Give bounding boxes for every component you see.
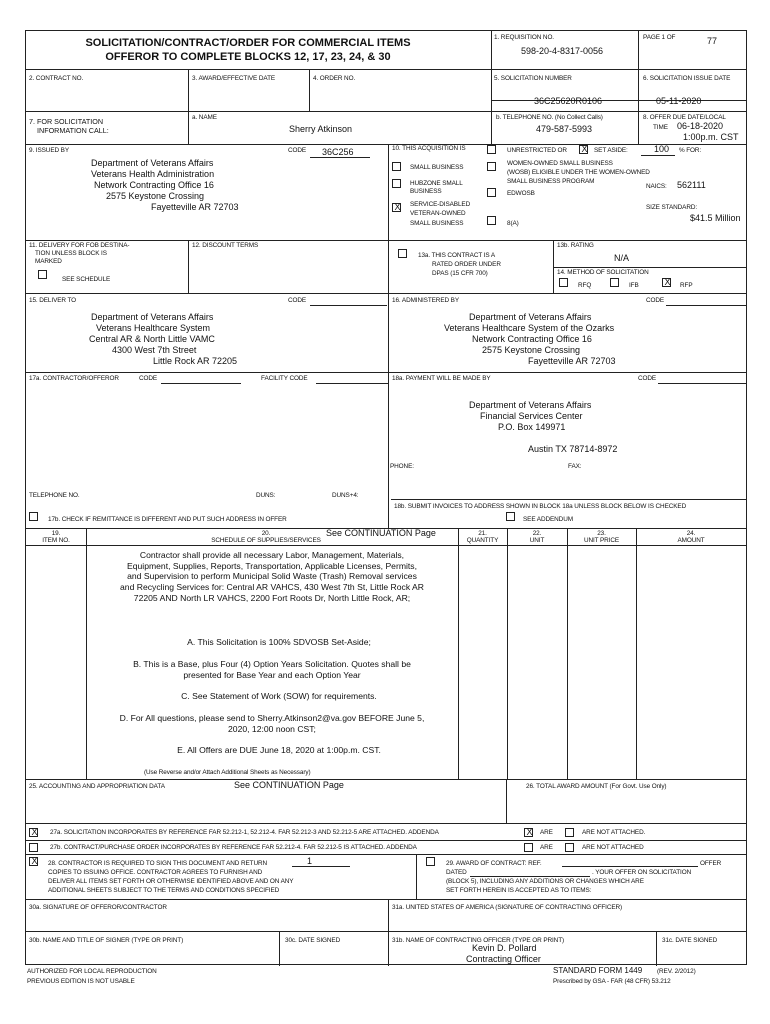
ref-underline [562, 866, 698, 867]
rule [26, 854, 746, 855]
rule [388, 144, 389, 240]
rule [567, 528, 568, 779]
rule [309, 69, 310, 111]
footer-prescribed: Prescribed by GSA - FAR (48 CFR) 53.212 [553, 978, 671, 985]
deliver-to-line1: Department of Veterans Affairs [91, 312, 214, 322]
27a-are-not-label: ARE NOT ATTACHED. [582, 829, 646, 836]
signature-31b: 31b. NAME OF CONTRACTING OFFICER (TYPE OR PRINT) [392, 937, 565, 944]
col-schedule: SCHEDULE OF SUPPLIES/SERVICES [211, 537, 321, 544]
award-date-label: 3. AWARD/EFFECTIVE DATE [192, 75, 276, 82]
payment-phone-label: PHONE: [390, 463, 414, 470]
schedule-item-a: A. This Solicitation is 100% SDVOSB Set-Aside; [187, 637, 371, 647]
rfp-checkbox[interactable] [662, 278, 671, 287]
sdvosb-checkbox[interactable] [392, 203, 401, 212]
col-unit-num: 22. [532, 530, 542, 537]
schedule-item-e: E. All Offers are DUE June 18, 2020 at 1:00p.m. CST. [177, 745, 381, 755]
hubzone-checkbox[interactable] [392, 179, 401, 188]
schedule-item-d: D. For All questions, please send to Sherry.Atkinson2@va.gov BEFORE June 5, 2020, 12:00 noon CST; [119, 713, 425, 734]
payment-label: 18a. PAYMENT WILL BE MADE BY [392, 375, 491, 382]
issue-date-label: 6. SOLICITATION ISSUE DATE [643, 75, 731, 82]
officer-title: Contracting Officer [466, 954, 541, 964]
submit-invoices-label: 18b. SUBMIT INVOICES TO ADDRESS SHOWN IN BLOCK 18a UNLESS BLOCK BELOW IS CHECKED [394, 503, 687, 510]
rfq-checkbox[interactable] [559, 278, 568, 287]
due-date-label: 8. OFFER DUE DATE/LOCAL [643, 114, 726, 121]
rated-label1: 13a. THIS CONTRACT IS A [418, 252, 496, 259]
code-underline [310, 157, 370, 158]
rule [507, 528, 508, 779]
block28-line1: 28. CONTRACTOR IS REQUIRED TO SIGN THIS DOCUMENT AND RETURN [48, 860, 267, 867]
issued-by-line2: Veterans Health Administration [91, 169, 215, 179]
27b-are-checkbox[interactable] [524, 843, 533, 852]
contact-phone: 479-587-5993 [536, 124, 593, 134]
info-call-label2: INFORMATION CALL: [37, 126, 109, 135]
block29-line2: . YOUR OFFER ON SOLICITATION [592, 869, 692, 876]
rule [391, 499, 746, 500]
telephone-label: TELEPHONE NO. [29, 492, 80, 499]
edwosb-label: EDWOSB [507, 190, 535, 197]
rule [388, 899, 389, 966]
reverse-note: (Use Reverse and/or Attach Additional Sheets as Necessary) [144, 769, 311, 776]
rated-label3: DPAS (15 CFR 700) [432, 270, 488, 277]
28-checkbox[interactable] [29, 857, 38, 866]
rule [26, 931, 746, 932]
phone-label: b. TELEPHONE NO. (No Collect Calls) [496, 114, 603, 121]
signature-30a: 30a. SIGNATURE OF OFFEROR/CONTRACTOR [29, 904, 167, 911]
payment-city: Austin TX 78714-8972 [528, 444, 618, 454]
wosb-checkbox[interactable] [487, 162, 496, 171]
clause-27a: 27a. SOLICITATION INCORPORATES BY REFERENCE FAR 52.212-1, 52.212-4. FAR 52.212-3 AND 52.212-5 ARE ATTACHED. ADDENDA [50, 829, 439, 836]
size-standard-label: SIZE STANDARD: [646, 204, 698, 211]
signature-31a: 31a. UNITED STATES OF AMERICA (SIGNATURE OF CONTRACTING OFFICER) [392, 904, 623, 911]
administered-by-line5: Fayetteville AR 72703 [528, 356, 616, 366]
27b-are-label: ARE [540, 844, 553, 851]
block28-line4: ADDITIONAL SHEETS SUBJECT TO THE TERMS AND CONDITIONS SPECIFIED [48, 887, 280, 894]
requisition-number: 598-20-4-8317-0056 [521, 46, 604, 56]
col-unit: UNIT [529, 537, 545, 544]
col-amount: AMOUNT [677, 537, 705, 544]
col-unit-price: UNIT PRICE [583, 537, 620, 544]
27b-checkbox[interactable] [29, 843, 38, 852]
ifb-checkbox[interactable] [610, 278, 619, 287]
rule [458, 528, 459, 779]
payment-line1: Department of Veterans Affairs [469, 400, 592, 410]
rule [491, 31, 492, 111]
officer-name: Kevin D. Pollard [472, 943, 537, 953]
signature-30c: 30c. DATE SIGNED [285, 937, 341, 944]
schedule-item-c: C. See Statement of Work (SOW) for requirements. [181, 691, 377, 701]
offer-due-date: 06-18-2020 [677, 121, 724, 131]
block28-line3: DELIVER ALL ITEMS SET FORTH OR OTHERWISE IDENTIFIED ABOVE AND ON ANY [48, 878, 294, 885]
rule [388, 240, 389, 293]
rule [491, 111, 492, 144]
sdvosb-label1: SERVICE-DISABLED [410, 201, 471, 208]
schedule-description: Contractor shall provide all necessary Labor, Management, Materials, Equipment, Supplies, Reports, Transportation, Applicable Licenses, Permits, and Supervision to perform Municipal Solid Waste (Trash) Removal services and Recycling Services for: Central AR VAHCS, 430 West 7th St, Little Rock AR 72205 AND North LR VAHCS, 2200 Fort Roots Dr, North Little Rock, AR; [120, 550, 424, 603]
small-business-label: SMALL BUSINESS [410, 164, 464, 171]
delivery-label1: 11. DELIVERY FOR FOB DESTINA- [29, 242, 130, 249]
code-underline [161, 383, 241, 384]
signature-30b: 30b. NAME AND TITLE OF SIGNER (TYPE OR PRINT) [29, 937, 184, 944]
order-no-label: 4. ORDER NO. [313, 75, 356, 82]
code-underline [658, 383, 746, 384]
clause-27b: 27b. CONTRACT/PURCHASE ORDER INCORPORATES BY REFERENCE FAR 52.212-4. FAR 52.212-5 IS ATTACHED. ADDENDA [50, 844, 417, 851]
rule [26, 779, 746, 780]
col-schedule-num: 20. [261, 530, 271, 537]
deliver-to-code-label: CODE [288, 297, 307, 304]
administered-by-code-label: CODE [646, 297, 665, 304]
code-underline [666, 305, 746, 306]
hubzone-label1: HUBZONE SMALL [410, 180, 463, 187]
contract-no-label: 2. CONTRACT NO. [29, 75, 84, 82]
contact-name: Sherry Atkinson [289, 124, 353, 134]
rated-order-checkbox[interactable] [398, 249, 407, 258]
rule [188, 240, 189, 293]
8a-checkbox[interactable] [487, 216, 496, 225]
issued-by-code-label: CODE [288, 147, 307, 154]
rating-value: N/A [614, 253, 630, 263]
col-item-no-num: 19. [51, 530, 61, 537]
footer-revision: (REV. 2/2012) [657, 968, 696, 975]
check-mark: X [581, 144, 588, 154]
page-total: 77 [707, 36, 718, 46]
signature-31c: 31c. DATE SIGNED [662, 937, 718, 944]
rule [26, 144, 746, 145]
naics-value: 562111 [677, 180, 706, 190]
27b-are-not-checkbox[interactable] [565, 843, 574, 852]
percent-underline [641, 155, 675, 156]
ifb-label: IFB [629, 282, 639, 289]
rule [636, 528, 637, 779]
solicitation-number-label: 5. SOLICITATION NUMBER [494, 75, 572, 82]
accounting-label: 25. ACCOUNTING AND APPROPRIATION DATA [29, 783, 165, 790]
administered-by-line4: 2575 Keystone Crossing [482, 345, 581, 355]
payment-code-label: CODE [638, 375, 657, 382]
acquisition-label: 10. THIS ACQUISITION IS [392, 145, 466, 152]
unrestricted-checkbox[interactable] [487, 145, 496, 154]
rule [26, 823, 746, 824]
rule [506, 779, 507, 823]
block28-copies: 1 [307, 856, 313, 866]
footer-previous-edition: PREVIOUS EDITION IS NOT USABLE [27, 978, 135, 985]
block29-offer: OFFER [700, 860, 722, 867]
form-title-line2: OFFEROR TO COMPLETE BLOCKS 12, 17, 23, 24, & 30 [105, 51, 391, 63]
rating-label: 13b. RATING [557, 242, 594, 249]
rule [553, 267, 746, 268]
rule [188, 111, 189, 144]
col-unit-price-num: 23. [597, 530, 606, 537]
copies-underline [292, 866, 350, 867]
col-quantity: QUANTITY [466, 537, 499, 544]
col-amount-num: 24. [686, 530, 696, 537]
rule [26, 840, 746, 841]
name-label: a. NAME [192, 114, 217, 121]
administered-by-line3: Network Contracting Office 16 [472, 334, 592, 344]
rule [26, 372, 746, 373]
edwosb-checkbox[interactable] [487, 188, 496, 197]
dated-underline [470, 876, 590, 877]
rule [26, 293, 746, 294]
addendum-checkbox[interactable] [506, 512, 515, 521]
page-label: PAGE 1 OF [643, 34, 676, 41]
check-mark: X [31, 856, 38, 866]
duns-label: DUNS: [256, 492, 276, 499]
footer-authorized: AUTHORIZED FOR LOCAL REPRODUCTION [27, 968, 157, 975]
8a-label: 8(A) [507, 220, 519, 227]
solicitation-number: 36C25620R0106 [534, 96, 603, 106]
block29-line4: SET FORTH HEREIN IS ACCEPTED AS TO ITEMS: [446, 887, 592, 894]
29-checkbox[interactable] [426, 857, 435, 866]
rated-label2: RATED ORDER UNDER [432, 261, 501, 268]
info-call-label: 7. FOR SOLICITATION [29, 117, 104, 126]
27a-checkbox[interactable] [29, 828, 38, 837]
time-label: TIME [653, 124, 668, 131]
payment-fax-label: FAX: [568, 463, 582, 470]
footer-standard-form: STANDARD FORM 1449 [553, 966, 643, 975]
rule [553, 240, 554, 293]
27a-are-checkbox[interactable] [524, 828, 533, 837]
27a-are-not-checkbox[interactable] [565, 828, 574, 837]
delivery-label2: TION UNLESS BLOCK IS [35, 250, 107, 257]
remittance-checkbox[interactable] [29, 512, 38, 521]
form-sf1449 [25, 30, 747, 965]
facility-code-label: FACILITY CODE [261, 375, 308, 382]
rfp-label: RFP [680, 282, 693, 289]
discount-terms-label: 12. DISCOUNT TERMS [192, 242, 259, 249]
wosb-label3: SMALL BUSINESS PROGRAM [507, 178, 595, 185]
check-mark: X [31, 827, 38, 837]
rule [279, 931, 280, 966]
deliver-to-line5: Little Rock AR 72205 [153, 356, 238, 366]
form-title-line1: SOLICITATION/CONTRACT/ORDER FOR COMMERCIAL ITEMS [85, 37, 411, 49]
wosb-label2: (WOSB) ELIGIBLE UNDER THE WOMEN-OWNED [507, 169, 650, 176]
deliver-to-line2: Veterans Healthcare System [96, 323, 211, 333]
duns-plus-label: DUNS+4: [332, 492, 359, 499]
naics-label: NAICS: [646, 183, 667, 190]
set-aside-checkbox[interactable] [579, 145, 588, 154]
deliver-to-line4: 4300 West 7th Street [112, 345, 197, 355]
requisition-label: 1. REQUISITION NO. [494, 34, 554, 41]
rule [86, 528, 87, 779]
issued-by-code: 36C256 [322, 147, 354, 157]
check-mark: X [526, 827, 533, 837]
rule [388, 293, 389, 528]
administered-by-line1: Department of Veterans Affairs [469, 312, 592, 322]
rule [416, 854, 417, 899]
small-business-checkbox[interactable] [392, 162, 401, 171]
accounting-continuation: See CONTINUATION Page [234, 780, 344, 790]
issued-by-line3: Network Contracting Office 16 [94, 180, 214, 190]
see-schedule-label: SEE SCHEDULE [62, 276, 111, 283]
contractor-code-label: CODE [139, 375, 158, 382]
issue-date: 05-11-2020 [656, 96, 702, 106]
rule [491, 100, 746, 101]
issued-by-label: 9. ISSUED BY [29, 147, 69, 154]
rule [656, 931, 657, 966]
rule [638, 31, 639, 144]
27a-are-label: ARE [540, 829, 553, 836]
contractor-label: 17a. CONTRACTOR/OFFEROR [29, 375, 119, 382]
block28-line2: COPIES TO ISSUING OFFICE. CONTRACTOR AGREES TO FURNISH AND [48, 869, 263, 876]
see-schedule-checkbox[interactable] [38, 270, 47, 279]
set-aside-label: SET ASIDE: [594, 147, 628, 154]
schedule-continuation: See CONTINUATION Page [326, 528, 436, 538]
unrestricted-label: UNRESTRICTED OR [507, 147, 567, 154]
administered-by-line2: Veterans Healthcare System of the Ozarks [444, 323, 615, 333]
rule [26, 545, 746, 546]
rule [188, 69, 189, 111]
delivery-label3: MARKED [35, 258, 62, 265]
deliver-to-label: 15. DELIVER TO [29, 297, 77, 304]
rfq-label: RFQ [578, 282, 592, 289]
deliver-to-line3: Central AR & North Little VAMC [89, 334, 215, 344]
issued-by-line4: 2575 Keystone Crossing [106, 191, 205, 201]
rule [26, 899, 746, 900]
percent-for-label: % FOR: [679, 147, 702, 154]
sdvosb-label3: SMALL BUSINESS [410, 220, 464, 227]
block29-dated: DATED [446, 869, 467, 876]
payment-line2: Financial Services Center [480, 411, 583, 421]
remittance-label: 17b. CHECK IF REMITTANCE IS DIFFERENT AND PUT SUCH ADDRESS IN OFFER [48, 516, 287, 523]
27b-are-not-label: ARE NOT ATTACHED [582, 844, 644, 851]
sdvosb-label2: VETERAN-OWNED [410, 210, 466, 217]
block29-line3: (BLOCK 5), INCLUDING ANY ADDITIONS OR CHANGES WHICH ARE [446, 878, 644, 885]
col-item-no: ITEM NO. [42, 537, 70, 544]
total-award-label: 26. TOTAL AWARD AMOUNT (For Govt. Use Only) [526, 783, 667, 790]
issued-by-line5: Fayetteville AR 72703 [151, 202, 239, 212]
offer-due-time: 1:00p.m. CST [683, 132, 739, 142]
issued-by-line1: Department of Veterans Affairs [91, 158, 214, 168]
block29-line1: 29. AWARD OF CONTRACT: REF. [446, 860, 542, 867]
wosb-label1: WOMEN-OWNED SMALL BUSINESS [507, 160, 613, 167]
check-mark: X [394, 202, 401, 212]
col-quantity-num: 21. [478, 530, 487, 537]
code-underline [316, 383, 388, 384]
set-aside-percent: 100 [654, 144, 670, 154]
hubzone-label2: BUSINESS [410, 188, 442, 195]
method-label: 14. METHOD OF SOLICITATION [557, 269, 649, 276]
code-underline [310, 305, 387, 306]
payment-line3: P.O. Box 149971 [498, 422, 566, 432]
schedule-item-b: B. This is a Base, plus Four (4) Option Years Solicitation. Quotes shall be presented for Base Year and each Option Year [133, 659, 411, 680]
addendum-label: SEE ADDENDUM [523, 516, 573, 523]
check-mark: X [664, 277, 671, 287]
administered-by-label: 16. ADMINISTERED BY [392, 297, 459, 304]
size-standard-value: $41.5 Million [690, 213, 741, 223]
rule [26, 240, 746, 241]
